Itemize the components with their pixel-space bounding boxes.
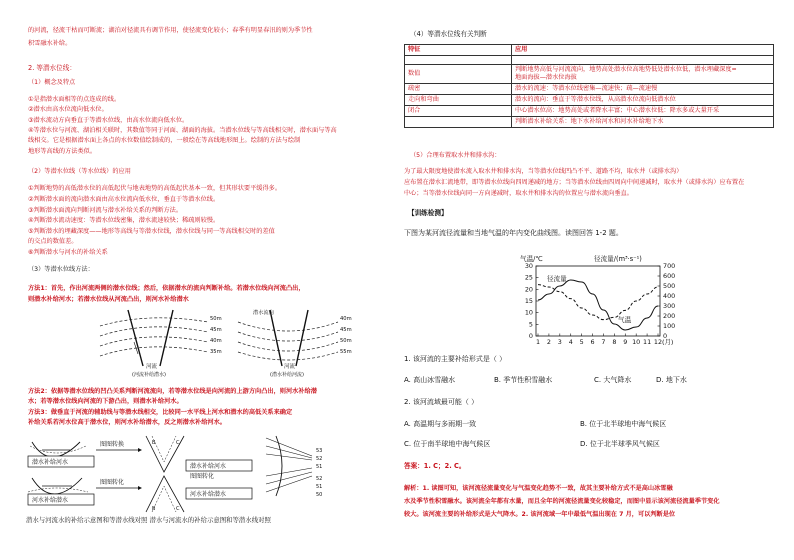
table-cell-value: 潜水的流速：等潜水位线密集—流速快；疏—流速慢: [512, 84, 774, 95]
q1-option-a[interactable]: A. 高山冰雪融水: [404, 376, 456, 384]
item-1-2: ②潜水由高水位流向低水位。: [28, 106, 108, 113]
top-line-2: 积雪融水补给。: [28, 40, 72, 47]
middle-contour-sketch: [146, 436, 252, 512]
method-1-line-1: 方法1：首先，作出河流两侧的潜水位线；然后，依据潜水的流向判断补给。若潜水位线向河流凸出，: [28, 285, 305, 292]
right-tick-label: 300: [663, 302, 676, 310]
x-tick-label: 11: [643, 338, 652, 346]
item-2-6: 的交点的数值差。: [28, 238, 78, 245]
num-51: 51: [316, 464, 323, 470]
method-3-line-1: 方法3：做垂直于河流的辅助线与等潜水线相交，比较同一水平线上河水和潜水的高低关系来确定: [28, 409, 293, 416]
svg-text:C: C: [176, 440, 180, 446]
groundwater-to-river-box-2: 潜水补给河水: [190, 463, 227, 470]
num-50b: 50: [316, 492, 323, 498]
right-tick-label: 400: [663, 292, 676, 300]
section-2-title: 2. 等潜水位线：: [28, 64, 76, 72]
q2-option-b[interactable]: B. 位于北半球地中海气候区: [580, 420, 667, 428]
table-value-line: 判断地势高低与河流流向，地势高处潜水位高地势低处潜水位低，潜水埋藏深度=: [515, 66, 737, 73]
x-tick-label: 12: [653, 338, 663, 346]
table-header-use: 应用: [512, 45, 774, 56]
item-1-6: 地形等高线的方法类似。: [28, 148, 97, 155]
right-label-50m: 50m: [340, 338, 352, 344]
groundwater-to-river-box: 潜水补给河水: [32, 459, 69, 466]
table-cell-key: 疏密: [405, 84, 512, 95]
x-tick-label: 8: [612, 338, 617, 346]
x-tick-label: 9: [623, 338, 628, 346]
chart-right-axis-label: 径流量/(m³·s⁻¹): [594, 255, 642, 263]
bottom-cross-section: [28, 478, 142, 505]
right-tick-label: 500: [663, 282, 676, 290]
q1-option-c[interactable]: C. 大气降水: [594, 376, 632, 384]
para-5-line-1: 为了最大限度地使潜水流入取水井和排水沟，当等潜水位线凹凸不平、道路不均，取水井（或排水沟）: [404, 168, 683, 175]
table-row: [405, 56, 774, 65]
right-tick-label: 200: [663, 312, 676, 320]
num-52b: 52: [316, 476, 323, 482]
right-river-caption: 河流: [284, 364, 296, 370]
section-4-title: （4）等潜水位线有关判断: [410, 30, 487, 38]
sub-heading-3: （3）等潜水位线方法：: [28, 266, 94, 273]
table-value-line: 地面海拔—潜水位海拔: [515, 74, 577, 81]
x-tick-label: 10: [632, 338, 641, 346]
left-tick-label: 25: [524, 273, 533, 282]
runoff-line: [538, 280, 658, 330]
table-cell-value: 潜水的流向：垂直于等潜水位线，从高潜水位流向低潜水位: [512, 95, 774, 106]
analysis-line-2: 水及季节性积雪融水。该河流全年都有水量，而且全年的河流径流量变化较稳定，而图中显示该河流径流量季节变化: [404, 498, 720, 505]
table-cell-key: [405, 117, 512, 128]
top-cross-section: [28, 440, 142, 467]
left-label-35m: 35m: [210, 349, 222, 355]
x-tick-label: 1: [535, 338, 541, 346]
right-label-40m: 40m: [340, 316, 352, 322]
table-cell-value: [512, 56, 774, 65]
contour-left-diagram: [100, 310, 222, 378]
item-2-2: ②判断潜水面的流向潜水面由高水位流向低水位，垂直于等潜水位线。: [28, 196, 220, 203]
x-tick-label: 7: [601, 338, 606, 346]
left-river-note: (河流补给潜水): [132, 372, 166, 378]
item-1-1: ①是指潜水面相等的点连成的线。: [28, 96, 121, 103]
training-heading: 【训练检测】: [408, 209, 448, 217]
top-line-1: 的河流，径流干枯而可断流；湖泊对径流具有调节作用，使径流变化较小；春季有明显春汛的则为季节性: [28, 27, 313, 34]
left-label-45m: 45m: [210, 327, 222, 333]
right-tick-label: 700: [663, 262, 676, 270]
right-river-note: (潜水补给河流): [270, 372, 304, 378]
x-unit-label: (月): [662, 338, 674, 346]
sub-heading-2: （2）等潜水位线（等水位线）的应用: [28, 168, 131, 175]
svg-text:C: C: [176, 506, 180, 512]
series-label-runoff: 径流量: [547, 275, 567, 283]
transform-label-3: 图图转化: [190, 473, 215, 480]
right-tick-label: 100: [663, 322, 676, 330]
left-tick-label: 5: [528, 320, 533, 329]
item-2-1: ①判断地势的高低潜水位的高低起伏与地表地势的高低起伏基本一致，但其形状要平缓得多。: [28, 185, 282, 192]
x-tick-label: 3: [557, 338, 562, 346]
x-tick-label: 5: [579, 338, 584, 346]
left-label-40m: 40m: [210, 338, 222, 344]
question-intro: 下图为某河流径流量和当地气温的年内变化曲线图。读图回答 1-2 题。: [404, 229, 623, 237]
item-2-4: ④判断潜水流动速度：等潜水位线密集，潜水流速较快；稀疏则较慢。: [28, 217, 220, 224]
chart-series: [538, 280, 658, 330]
method-2-line-2: 水；若等潜水位线向河流的下游凸出，则潜水补给河水。: [28, 398, 183, 405]
x-tick-label: 2: [546, 338, 551, 346]
right-label-55m: 55m: [340, 349, 352, 355]
right-contour-fans: [266, 436, 322, 498]
table-cell-value: 中心潜水位高：地势高处或者降水丰富；中心潜水位低：降水多或大量开采: [512, 106, 774, 117]
table-cell-key: 闭合: [405, 106, 512, 117]
river-to-groundwater-box: 河水补给潜水: [32, 497, 69, 504]
climate-chart: [510, 252, 700, 352]
q1-option-d[interactable]: D. 地下水: [656, 376, 687, 384]
question-2: 2. 该河流域最可能（ ）: [404, 398, 479, 406]
transform-label-1: 图图转换: [100, 441, 125, 448]
q2-option-d[interactable]: D. 位于北半球季风气候区: [580, 440, 660, 448]
x-tick-label: 4: [568, 338, 573, 346]
svg-text:B: B: [152, 506, 156, 512]
left-river-caption: 河流: [146, 364, 158, 370]
svg-text:B: B: [152, 440, 156, 446]
para-5-line-3: 中心；当等潜水位线向同一方向递减时，取水井和排水沟的位置应与潜水流向垂直。: [404, 190, 633, 197]
table-cell-key: 走向和弯曲: [405, 95, 512, 106]
q2-option-a[interactable]: A. 高温期与多雨期一致: [404, 420, 477, 428]
chart-left-axis-label: 气温/℃: [520, 255, 543, 263]
figure-caption: 潜水与河流水的补给示意图和等潜水线对照 潜水与河流水的补给示意图和等潜水线对照: [26, 516, 271, 524]
table-cell-key: 数值: [405, 65, 512, 84]
table-cell-value: 判断潜水补给关系：地下水补给河水和河水补给地下水: [512, 117, 774, 128]
q2-option-c[interactable]: C. 位于南半球地中海气候区: [404, 440, 491, 448]
table-row: [405, 117, 774, 128]
table-cell-key: [405, 56, 512, 65]
sub-heading-1: （1）概念及特点: [28, 79, 76, 86]
contour-figure-1: [98, 306, 352, 378]
item-1-4: ④等潜水位与河流、湖泊相关联时，其数值等同于河面、湖面的海拔。当潜水位线与等高线相交时，潜水面与等高: [28, 127, 337, 134]
table-row: [405, 65, 774, 84]
item-2-7: ⑥判断潜水与河水的补给关系: [28, 249, 108, 256]
series-label-temperature: 气温: [618, 316, 632, 324]
table-row: [405, 95, 774, 106]
table-header-row: [405, 45, 774, 56]
left-tick-label: 30: [524, 262, 533, 270]
right-tick-label: 600: [663, 272, 676, 280]
num-51b: 51: [316, 484, 323, 490]
table-cell-value: [512, 65, 774, 84]
method-3-line-2: 补给关系若河水位高于潜水位，则河水补给潜水，反之则潜水补给河水。: [28, 419, 226, 426]
analysis-line-1: 解析：1. 读图可知，该河流径流量变化与气温变化趋势不一致，故其主要补给方式不是高山冰雪融: [404, 485, 673, 492]
item-1-5: 线相交。它是根据潜水面上各点的水位数值绘制成的，一般绘在等高线地形图上。绘制的方法与绘制: [28, 137, 301, 144]
left-tick-label: 20: [524, 285, 533, 294]
right-label-45m: 45m: [340, 327, 352, 333]
item-2-5: ⑤判断潜水的埋藏深度——地形等高线与等潜水位线，潜水位线与同一等高线相交时的差值: [28, 228, 275, 235]
question-1: 1. 该河流的主要补给形式是（ ）: [404, 355, 507, 363]
recharge-figure: [26, 432, 386, 524]
x-tick-label: 6: [590, 338, 595, 346]
item-1-3: ③潜水流动方向垂直于等潜水位线，由高水位流向低水位。: [28, 117, 189, 124]
contour-right-diagram: [238, 308, 352, 378]
right-flow-label: 潜水流向: [253, 310, 274, 316]
num-52: 52: [316, 456, 323, 462]
table-row: [405, 84, 774, 95]
num-53: 53: [316, 448, 323, 454]
analysis-line-3: 较大。该河流主要的补给形式是大气降水。2. 该河流域一年中最低气温出现在 7 月，可以判断是位: [404, 511, 676, 518]
para-5-line-2: 应布置在潜水汇流地带，即等潜水位线向四周递减的地方；当等潜水位线由四周向中间递减时，取水井（或排水沟）应布置在: [404, 179, 745, 186]
table-row: [405, 106, 774, 117]
q1-option-b[interactable]: B. 季节性积雪融水: [494, 376, 553, 384]
method-2-line-1: 方法2：依据等潜水位线的凹凸关系判断河流流向，若等潜水位线是向河流的上游方向凸出，则河水补给潜: [28, 388, 317, 395]
transform-label-2: 图图转化: [100, 479, 125, 486]
answer-line: 答案：1. C；2. C。: [404, 462, 466, 470]
right-tick-label: 0: [663, 332, 668, 340]
left-tick-label: 0: [528, 332, 533, 340]
left-tick-label: 15: [524, 297, 533, 305]
item-2-3: ③判断潜水面流向判断河流与潜水补给关系的判断方法。: [28, 207, 183, 214]
left-label-50m: 50m: [210, 316, 222, 322]
river-to-groundwater-box-2: 河水补给潜水: [190, 491, 227, 498]
groundwater-table: [404, 44, 774, 128]
table-header-feature: 特征: [405, 45, 512, 56]
sub-heading-5: （5）合理布置取水井和排水沟：: [410, 152, 501, 159]
left-tick-label: 10: [524, 308, 533, 317]
method-1-line-2: 则潜水补给河水；若潜水位线从河流凸出，则河水补给潜水: [28, 296, 189, 303]
